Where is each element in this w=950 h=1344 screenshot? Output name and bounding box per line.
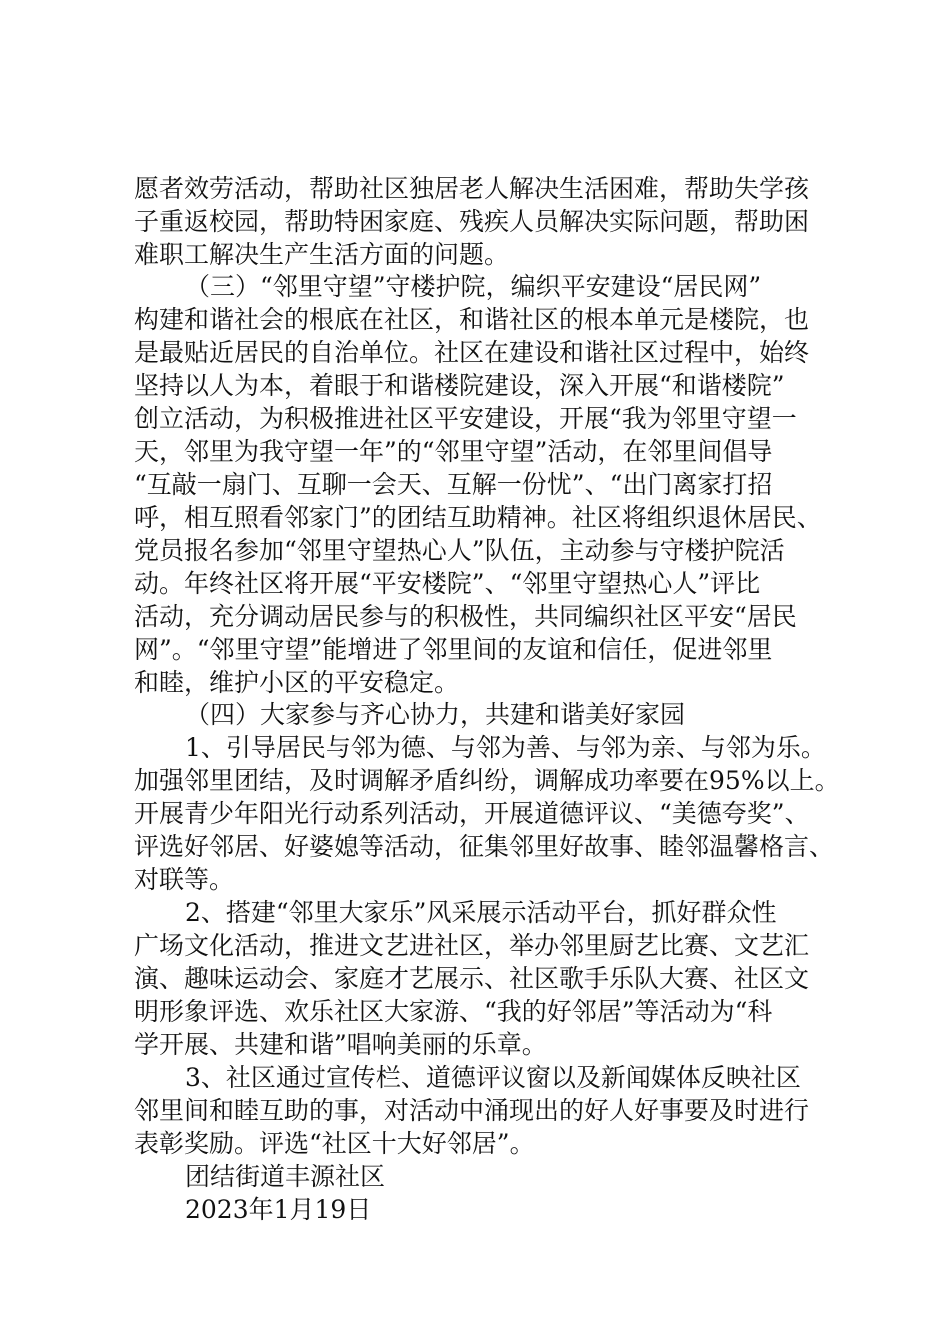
signature-date: 2023年1月19日 <box>185 1195 372 1224</box>
body-line-12: 党员报名参加“邻里守望热心人”队伍，主动参与守楼护院活 <box>134 536 785 565</box>
item-1-line-4: 评选好邻居、好婆媳等活动，征集邻里好故事、睦邻温馨格言、 <box>134 832 835 861</box>
signature-organization: 团结街道丰源社区 <box>185 1162 386 1191</box>
item-2-line-5: 学开展、共建和谐”唱响美丽的乐章。 <box>134 1030 547 1059</box>
body-line-13: 动。年终社区将开展“平安楼院”、“邻里守望热心人”评比 <box>134 569 761 598</box>
body-line-10: “互敲一扇门、互聊一会天、互解一份忧”、“出门离家打招 <box>134 470 773 499</box>
body-line-2: 子重返校园，帮助特困家庭、残疾人员解决实际问题，帮助困 <box>134 207 810 236</box>
body-line-3: 难职工解决生产生活方面的问题。 <box>134 240 510 269</box>
item-1-line-1: 1、引导居民与邻为德、与邻为善、与邻为亲、与邻为乐。 <box>185 733 826 762</box>
body-line-16: 和睦，维护小区的平安稳定。 <box>134 668 460 697</box>
item-2-line-3: 演、趣味运动会、家庭才艺展示、社区歌手乐队大赛、社区文 <box>134 964 810 993</box>
item-3-line-1: 3、社区通过宣传栏、道德评议窗以及新闻媒体反映社区 <box>185 1063 801 1092</box>
body-line-1: 愿者效劳活动，帮助社区独居老人解决生活困难，帮助失学孩 <box>134 174 810 203</box>
section-heading-3: （三）“邻里守望”守楼护院，编织平安建设“居民网” <box>185 272 762 301</box>
section-heading-4: （四）大家参与齐心协力，共建和谐美好家园 <box>185 700 686 729</box>
item-3-line-3: 表彰奖励。评选“社区十大好邻居”。 <box>134 1129 535 1158</box>
body-line-11: 呼，相互照看邻家门”的团结互助精神。社区将组织退休居民、 <box>134 503 822 532</box>
body-line-6: 是最贴近居民的自治单位。社区在建设和谐社区过程中，始终 <box>134 338 810 367</box>
item-2-line-4: 明形象评选、欢乐社区大家游、“我的好邻居”等活动为“科 <box>134 997 773 1026</box>
body-line-5: 构建和谐社会的根底在社区，和谐社区的根本单元是楼院，也 <box>134 305 810 334</box>
body-line-9: 天，邻里为我守望一年”的“邻里守望”活动，在邻里间倡导 <box>134 437 773 466</box>
item-1-line-3: 开展青少年阳光行动系列活动，开展道德评议、“美德夸奖”、 <box>134 799 810 828</box>
body-line-7: 坚持以人为本，着眼于和谐楼院建设，深入开展“和谐楼院” <box>134 371 785 400</box>
body-line-15: 网”。“邻里守望”能增进了邻里间的友谊和信任，促进邻里 <box>134 635 773 664</box>
body-line-14: 活动，充分调动居民参与的积极性，共同编织社区平安“居民 <box>134 602 797 631</box>
item-3-line-2: 邻里间和睦互助的事，对活动中涌现出的好人好事要及时进行 <box>134 1096 810 1125</box>
item-1-line-2: 加强邻里团结，及时调解矛盾纠纷，调解成功率要在95%以上。 <box>134 766 840 795</box>
item-1-line-5: 对联等。 <box>134 865 235 894</box>
item-2-line-2: 广场文化活动，推进文艺进社区，举办邻里厨艺比赛、文艺汇 <box>134 931 810 960</box>
body-line-8: 创立活动，为积极推进社区平安建设，开展“我为邻里守望一 <box>134 404 797 433</box>
item-2-line-1: 2、搭建“邻里大家乐”风采展示活动平台，抓好群众性 <box>185 898 777 927</box>
